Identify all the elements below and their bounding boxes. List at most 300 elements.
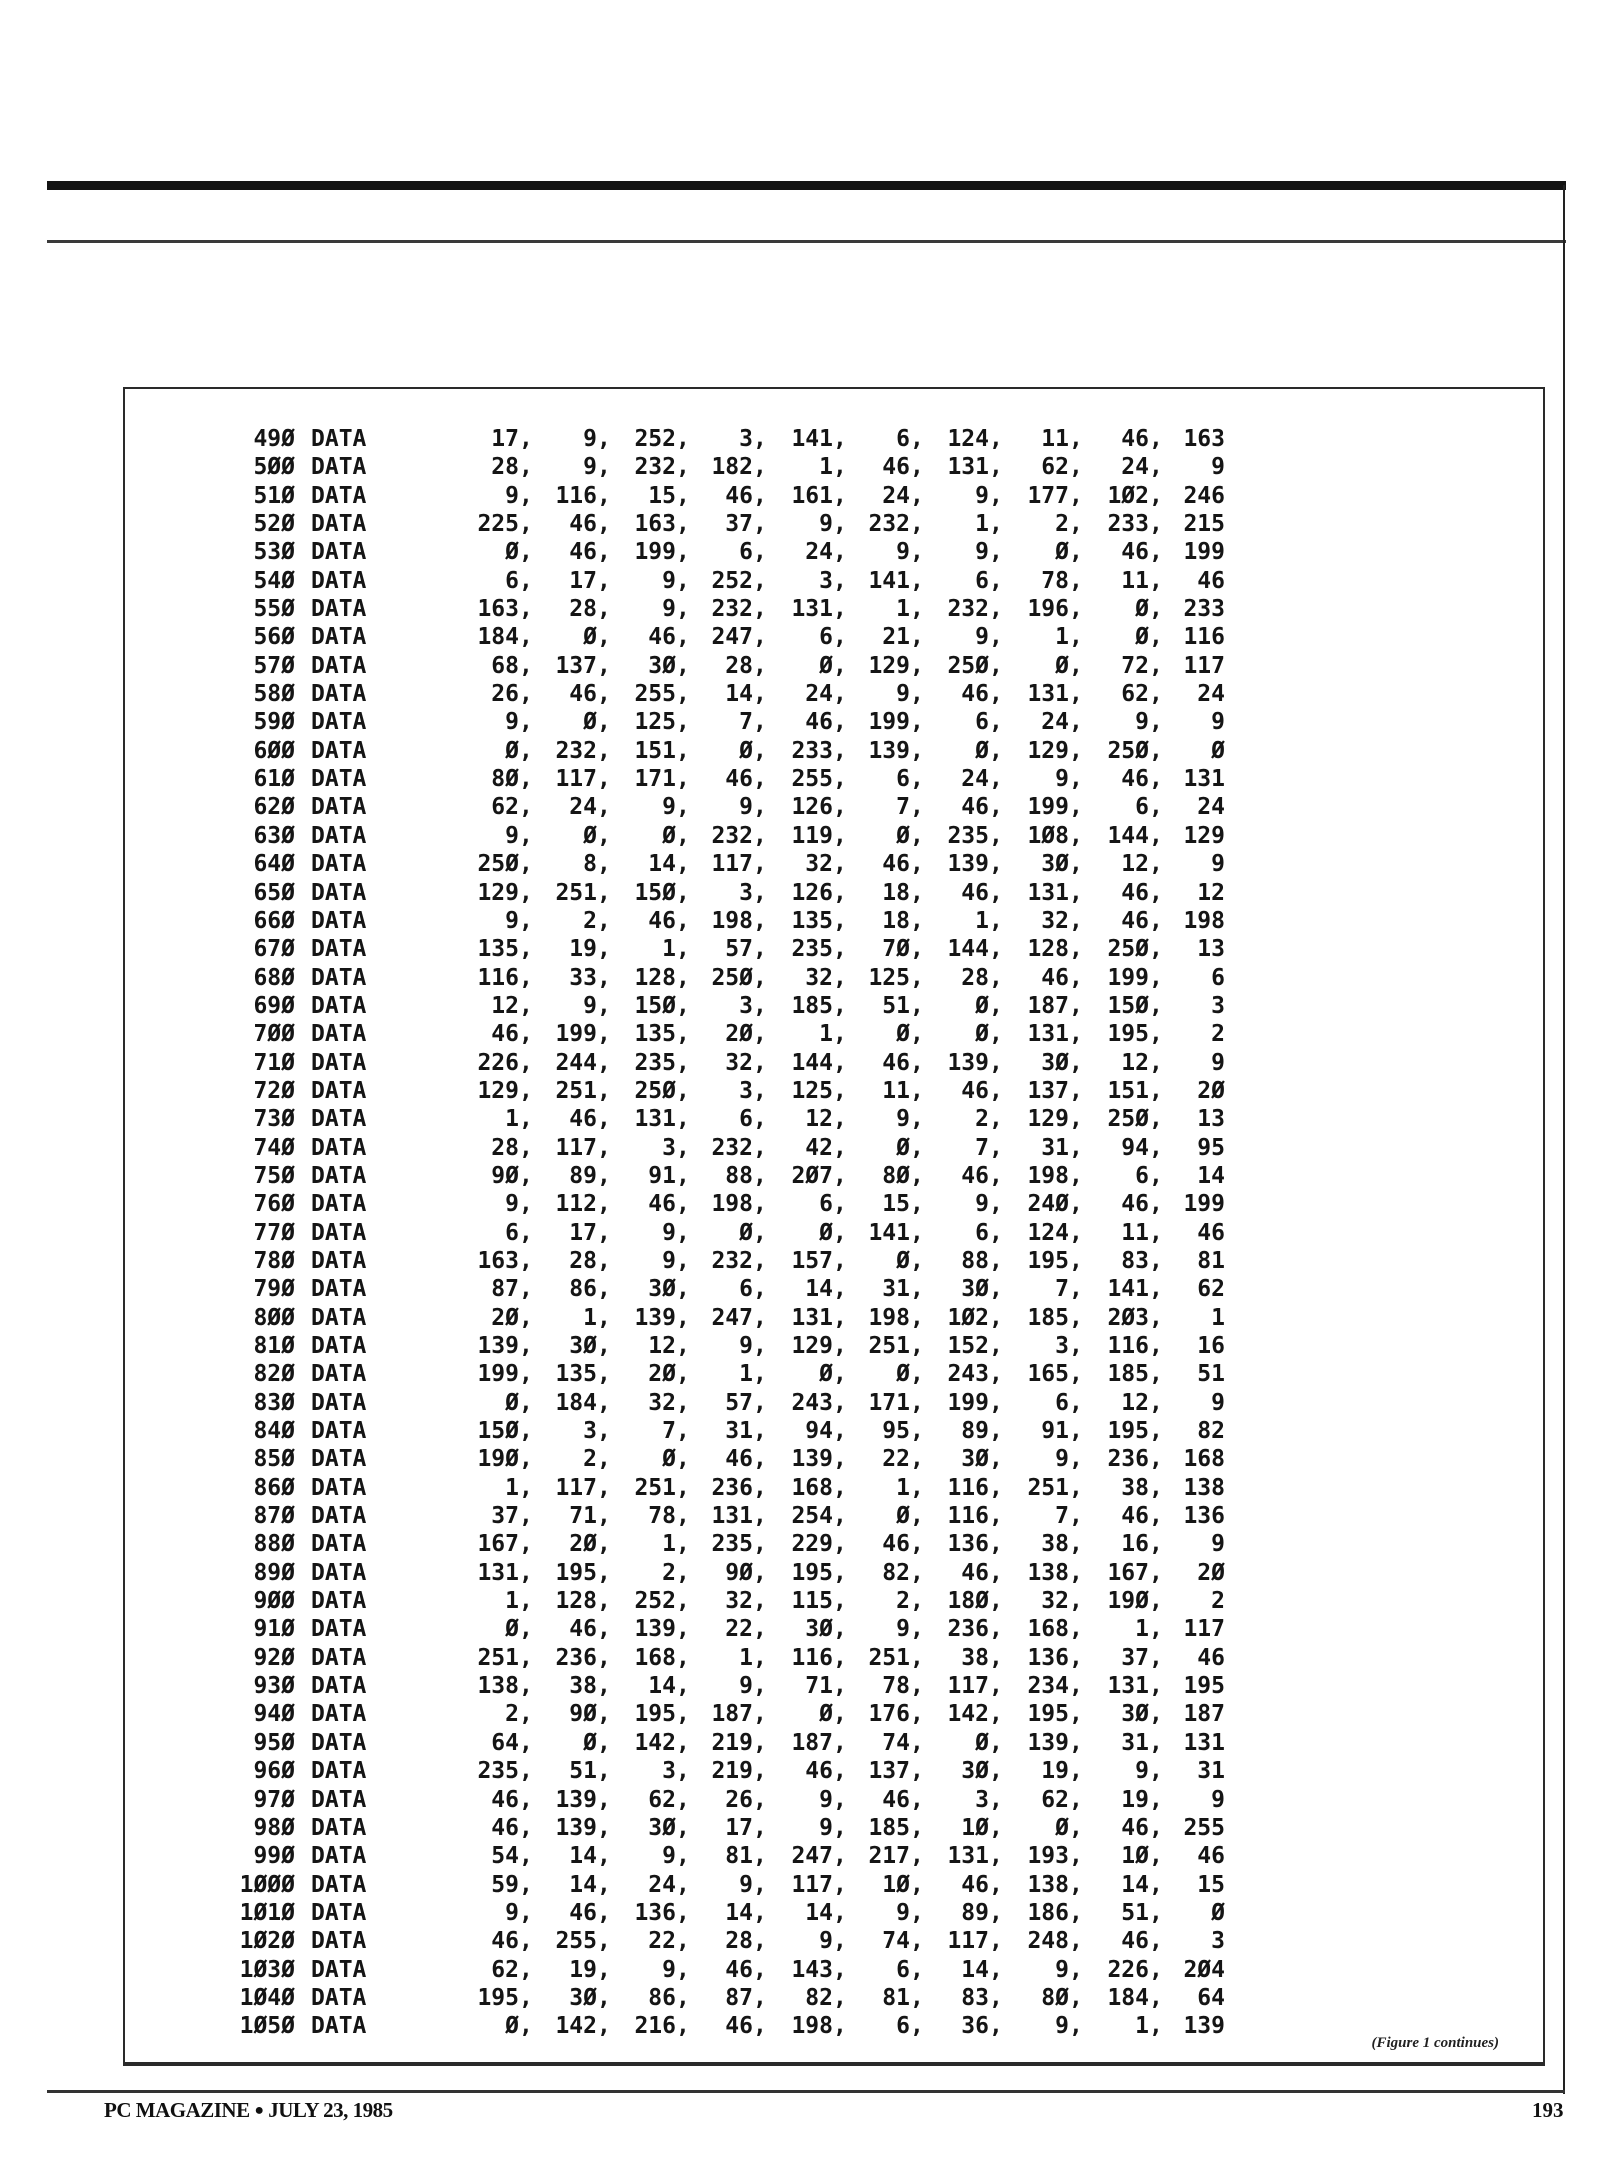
data-value: 46 [491, 1928, 519, 1955]
data-value: 152 [947, 1333, 989, 1359]
data-value: 116 [947, 1503, 989, 1530]
data-value: 9 [505, 1899, 519, 1926]
value-separator: , [753, 1531, 767, 1558]
data-value: 51 [1197, 1361, 1225, 1388]
value-separator: , [753, 1984, 767, 2011]
line-number: 84Ø [253, 1418, 295, 1445]
value-separator: , [753, 964, 767, 991]
data-value: 46 [961, 1871, 989, 1898]
value-separator: , [676, 1616, 690, 1643]
data-value: 232 [634, 454, 676, 481]
data-value: 136 [1183, 1503, 1225, 1530]
value-separator: , [753, 1021, 767, 1048]
data-value: 236 [947, 1616, 989, 1643]
value-separator: , [753, 992, 767, 1019]
value-separator: , [676, 624, 690, 651]
value-separator: , [676, 567, 690, 594]
value-separator: , [989, 1814, 1003, 1841]
value-separator: , [676, 1247, 690, 1274]
value-separator: , [1069, 936, 1083, 963]
data-value: 2Ø7 [791, 1162, 833, 1189]
value-separator: , [989, 964, 1003, 991]
data-value: 3 [975, 1786, 989, 1813]
value-separator: , [910, 1389, 924, 1416]
value-separator: , [519, 482, 533, 509]
data-value: 163 [634, 511, 676, 538]
value-separator: , [597, 1021, 611, 1048]
value-separator: , [833, 709, 847, 736]
data-value: 232 [868, 511, 910, 538]
value-separator: , [1149, 596, 1163, 623]
value-separator: , [1149, 766, 1163, 793]
line-number: 94Ø [253, 1701, 295, 1728]
value-separator: , [519, 1616, 533, 1643]
value-separator: , [910, 1984, 924, 2011]
data-value: 176 [868, 1701, 910, 1728]
data-value: 131 [1027, 879, 1069, 906]
value-separator: , [833, 1644, 847, 1671]
data-value: 9 [819, 1786, 833, 1813]
listing-row [125, 1417, 1543, 1445]
data-value: 116 [477, 964, 519, 991]
value-separator: , [676, 936, 690, 963]
data-keyword: DATA [311, 1418, 367, 1445]
data-value: 46 [648, 907, 676, 934]
data-value: Ø [896, 1247, 910, 1274]
value-separator: , [753, 1928, 767, 1955]
data-value: 22 [882, 1446, 910, 1473]
data-value: 28 [491, 1134, 519, 1161]
value-separator: , [989, 851, 1003, 878]
data-value: 9 [739, 1673, 753, 1700]
listing-row [125, 1871, 1543, 1899]
data-keyword: DATA [311, 1446, 367, 1473]
listing-row [125, 1559, 1543, 1587]
value-separator: , [597, 1049, 611, 1076]
value-separator: , [910, 624, 924, 651]
value-separator: , [1069, 1588, 1083, 1615]
data-value: 12 [491, 992, 519, 1019]
data-value: 1 [819, 454, 833, 481]
value-separator: , [989, 1106, 1003, 1133]
data-value: 6 [896, 426, 910, 452]
value-separator: , [1069, 1106, 1083, 1133]
data-value: 9 [505, 482, 519, 509]
data-value: 3Ø [648, 1276, 676, 1303]
value-separator: , [910, 766, 924, 793]
line-number: 95Ø [253, 1729, 295, 1756]
value-separator: , [833, 992, 847, 1019]
data-value: 3Ø [961, 1758, 989, 1785]
data-value: 139 [1183, 2013, 1225, 2040]
value-separator: , [1069, 1162, 1083, 1189]
value-separator: , [910, 1106, 924, 1133]
data-keyword: DATA [311, 1786, 367, 1813]
data-value: 225 [477, 511, 519, 538]
data-value: 117 [947, 1928, 989, 1955]
value-separator: , [1149, 1588, 1163, 1615]
footer-publication-line [104, 2098, 393, 2123]
data-value: 46 [1197, 1843, 1225, 1870]
data-keyword: DATA [311, 964, 367, 991]
data-value: 3Ø [1041, 851, 1069, 878]
data-keyword: DATA [311, 1729, 367, 1756]
data-value: 87 [491, 1276, 519, 1303]
listing-row [125, 538, 1543, 566]
data-value: 117 [1183, 1616, 1225, 1643]
data-value: 74 [882, 1729, 910, 1756]
value-separator: , [519, 1758, 533, 1785]
data-value: 1Ø [961, 1814, 989, 1841]
data-value: 217 [868, 1843, 910, 1870]
value-separator: , [989, 737, 1003, 764]
value-separator: , [989, 1304, 1003, 1331]
value-separator: , [910, 992, 924, 1019]
data-keyword: DATA [311, 1956, 367, 1983]
listing-row [125, 1077, 1543, 1105]
value-separator: , [597, 737, 611, 764]
value-separator: , [753, 1106, 767, 1133]
value-separator: , [597, 822, 611, 849]
value-separator: , [833, 1389, 847, 1416]
value-separator: , [1149, 1247, 1163, 1274]
listing-row [125, 1672, 1543, 1700]
listing-row [125, 1190, 1543, 1218]
data-value: 6 [1211, 964, 1225, 991]
line-number: 52Ø [253, 511, 295, 538]
data-value: 131 [947, 454, 989, 481]
data-keyword: DATA [311, 794, 367, 821]
value-separator: , [910, 907, 924, 934]
value-separator: , [910, 567, 924, 594]
value-separator: , [597, 1389, 611, 1416]
data-value: 24 [961, 766, 989, 793]
value-separator: , [1149, 1616, 1163, 1643]
data-value: 235 [711, 1531, 753, 1558]
value-separator: , [989, 1956, 1003, 1983]
data-value: 1 [739, 1644, 753, 1671]
data-value: 17 [725, 1814, 753, 1841]
line-number: 89Ø [253, 1559, 295, 1586]
value-separator: , [910, 709, 924, 736]
data-value: 2 [1211, 1021, 1225, 1048]
listing-row [125, 652, 1543, 680]
value-separator: , [597, 1984, 611, 2011]
data-value: 235 [634, 1049, 676, 1076]
value-separator: , [1149, 851, 1163, 878]
value-separator: , [989, 1673, 1003, 1700]
data-value: 7 [975, 1134, 989, 1161]
data-value: 115 [791, 1588, 833, 1615]
data-value: 8Ø [882, 1162, 910, 1189]
value-separator: , [989, 567, 1003, 594]
data-value: 37 [491, 1503, 519, 1530]
data-value: 163 [477, 1247, 519, 1274]
data-value: 2Ø [1197, 1077, 1225, 1104]
data-value: 46 [961, 1077, 989, 1104]
value-separator: , [1069, 1021, 1083, 1048]
listing-row [125, 1615, 1543, 1643]
value-separator: , [910, 539, 924, 566]
data-value: 9 [662, 794, 676, 821]
data-value: 46 [882, 454, 910, 481]
value-separator: , [989, 1134, 1003, 1161]
value-separator: , [676, 1219, 690, 1246]
value-separator: , [753, 1134, 767, 1161]
data-value: 6 [896, 766, 910, 793]
data-value: 198 [711, 907, 753, 934]
data-value: 6 [505, 1219, 519, 1246]
value-separator: , [753, 1191, 767, 1218]
data-value: 131 [1107, 1673, 1149, 1700]
value-separator: , [1069, 2013, 1083, 2040]
line-number: 67Ø [253, 936, 295, 963]
data-value: 9 [819, 1814, 833, 1841]
value-separator: , [910, 2013, 924, 2040]
data-value: 15Ø [1107, 992, 1149, 1019]
value-separator: , [1149, 992, 1163, 1019]
value-separator: , [519, 1247, 533, 1274]
listing-row [125, 1304, 1543, 1332]
data-value: 15Ø [634, 879, 676, 906]
line-number: 81Ø [253, 1333, 295, 1359]
data-value: 95 [1197, 1134, 1225, 1161]
data-value: 199 [634, 539, 676, 566]
value-separator: , [910, 964, 924, 991]
data-keyword: DATA [311, 1701, 367, 1728]
data-value: 89 [961, 1899, 989, 1926]
data-value: 95 [882, 1418, 910, 1445]
value-separator: , [519, 1588, 533, 1615]
value-separator: , [1069, 1928, 1083, 1955]
listing-row [125, 708, 1543, 736]
value-separator: , [833, 1531, 847, 1558]
data-value: 216 [634, 2013, 676, 2040]
value-separator: , [1149, 1843, 1163, 1870]
value-separator: , [1149, 1389, 1163, 1416]
data-value: 25Ø [477, 851, 519, 878]
listing-row [125, 992, 1543, 1020]
value-separator: , [753, 794, 767, 821]
data-value: 46 [491, 1814, 519, 1841]
listing-row [125, 793, 1543, 821]
data-value: 11 [882, 1077, 910, 1104]
listing-row [125, 765, 1543, 793]
data-value: 83 [1121, 1247, 1149, 1274]
line-number: 77Ø [253, 1219, 295, 1246]
data-value: 185 [868, 1814, 910, 1841]
data-value: 9 [1211, 1786, 1225, 1813]
data-value: 151 [1107, 1077, 1149, 1104]
data-value: 157 [791, 1247, 833, 1274]
line-number: 68Ø [253, 964, 295, 991]
listing-row [125, 510, 1543, 538]
data-value: 3Ø [1041, 1049, 1069, 1076]
data-keyword: DATA [311, 1588, 367, 1615]
data-value: 163 [1183, 426, 1225, 452]
data-value: 139 [868, 737, 910, 764]
value-separator: , [1069, 766, 1083, 793]
data-value: Ø [662, 822, 676, 849]
value-separator: , [753, 1418, 767, 1445]
data-value: 128 [1027, 936, 1069, 963]
listing-row [125, 425, 1543, 453]
value-separator: , [597, 1928, 611, 1955]
data-value: 199 [947, 1389, 989, 1416]
value-separator: , [989, 1729, 1003, 1756]
value-separator: , [910, 1474, 924, 1501]
value-separator: , [1069, 1361, 1083, 1388]
data-value: 184 [1107, 1984, 1149, 2011]
value-separator: , [753, 454, 767, 481]
data-value: 233 [1107, 511, 1149, 538]
data-value: 9 [1211, 851, 1225, 878]
value-separator: , [1149, 1531, 1163, 1558]
data-value: 71 [569, 1503, 597, 1530]
data-value: 131 [1027, 1021, 1069, 1048]
value-separator: , [753, 1503, 767, 1530]
data-value: 46 [1121, 907, 1149, 934]
value-separator: , [1069, 1304, 1083, 1331]
listing-row [125, 1389, 1543, 1417]
data-value: 32 [1041, 1588, 1069, 1615]
value-separator: , [989, 879, 1003, 906]
data-value: 28 [491, 454, 519, 481]
value-separator: , [1149, 1333, 1163, 1359]
value-separator: , [1149, 709, 1163, 736]
data-value: 24 [1197, 794, 1225, 821]
data-value: 3 [662, 1134, 676, 1161]
value-separator: , [753, 1389, 767, 1416]
data-value: 232 [711, 596, 753, 623]
data-value: 252 [634, 426, 676, 452]
value-separator: , [753, 652, 767, 679]
data-value: 9 [505, 1191, 519, 1218]
data-value: 251 [868, 1644, 910, 1671]
value-separator: , [1149, 964, 1163, 991]
value-separator: , [910, 1729, 924, 1756]
value-separator: , [910, 936, 924, 963]
data-value: 3 [583, 1418, 597, 1445]
data-value: 144 [791, 1049, 833, 1076]
data-value: 24 [1197, 681, 1225, 708]
value-separator: , [1069, 992, 1083, 1019]
data-value: 141 [1107, 1276, 1149, 1303]
data-value: Ø [975, 1729, 989, 1756]
data-value: 19Ø [1107, 1588, 1149, 1615]
data-value: 59 [491, 1871, 519, 1898]
line-number: 61Ø [253, 766, 295, 793]
value-separator: , [676, 1077, 690, 1104]
data-value: 136 [1027, 1644, 1069, 1671]
header-rule-thick [47, 181, 1566, 190]
value-separator: , [676, 737, 690, 764]
data-keyword: DATA [311, 1843, 367, 1870]
value-separator: , [1149, 511, 1163, 538]
data-value: 142 [634, 1729, 676, 1756]
data-value: 255 [1183, 1814, 1225, 1841]
data-value: 62 [1197, 1276, 1225, 1303]
value-separator: , [753, 1559, 767, 1586]
value-separator: , [1069, 1446, 1083, 1473]
data-value: 2Ø [1197, 1559, 1225, 1586]
value-separator: , [1069, 482, 1083, 509]
value-separator: , [597, 1588, 611, 1615]
value-separator: , [989, 1701, 1003, 1728]
data-keyword: DATA [311, 652, 367, 679]
data-value: 9 [819, 511, 833, 538]
value-separator: , [833, 907, 847, 934]
data-value: 243 [791, 1389, 833, 1416]
value-separator: , [1069, 1219, 1083, 1246]
data-value: 187 [1027, 992, 1069, 1019]
value-separator: , [1069, 1049, 1083, 1076]
data-keyword: DATA [311, 1673, 367, 1700]
value-separator: , [519, 1956, 533, 1983]
data-value: 38 [569, 1673, 597, 1700]
data-value: 6 [1135, 794, 1149, 821]
value-separator: , [519, 1474, 533, 1501]
data-value: 243 [947, 1361, 989, 1388]
data-value: 251 [634, 1474, 676, 1501]
data-value: Ø [583, 1729, 597, 1756]
value-separator: , [1069, 1956, 1083, 1983]
data-value: Ø [975, 992, 989, 1019]
data-value: 126 [791, 879, 833, 906]
value-separator: , [519, 1049, 533, 1076]
value-separator: , [597, 766, 611, 793]
listing-row [125, 1644, 1543, 1672]
data-value: 171 [868, 1389, 910, 1416]
data-value: 131 [711, 1503, 753, 1530]
data-value: 182 [711, 454, 753, 481]
value-separator: , [519, 426, 533, 452]
line-number: 71Ø [253, 1049, 295, 1076]
value-separator: , [753, 1786, 767, 1813]
data-value: 2 [583, 907, 597, 934]
data-value: 46 [961, 879, 989, 906]
data-value: 89 [961, 1418, 989, 1445]
footer-rule [47, 2090, 1565, 2093]
value-separator: , [753, 1247, 767, 1274]
data-value: 25Ø [634, 1077, 676, 1104]
data-value: 9 [1211, 1531, 1225, 1558]
value-separator: , [833, 511, 847, 538]
value-separator: , [597, 1077, 611, 1104]
value-separator: , [833, 1021, 847, 1048]
line-number: 96Ø [253, 1758, 295, 1785]
value-separator: , [597, 1134, 611, 1161]
value-separator: , [1149, 1701, 1163, 1728]
data-value: 125 [868, 964, 910, 991]
data-value: 195 [1107, 1418, 1149, 1445]
value-separator: , [519, 1333, 533, 1359]
data-value: 9 [505, 822, 519, 849]
data-value: 168 [791, 1474, 833, 1501]
data-value: 198 [1027, 1162, 1069, 1189]
data-value: 46 [1121, 1814, 1149, 1841]
data-value: 46 [1121, 539, 1149, 566]
value-separator: , [989, 1474, 1003, 1501]
value-separator: , [1069, 1729, 1083, 1756]
data-value: 18Ø [947, 1588, 989, 1615]
value-separator: , [1069, 1701, 1083, 1728]
value-separator: , [676, 1588, 690, 1615]
data-value: 226 [477, 1049, 519, 1076]
value-separator: , [597, 851, 611, 878]
value-separator: , [1069, 907, 1083, 934]
listing-row [125, 822, 1543, 850]
